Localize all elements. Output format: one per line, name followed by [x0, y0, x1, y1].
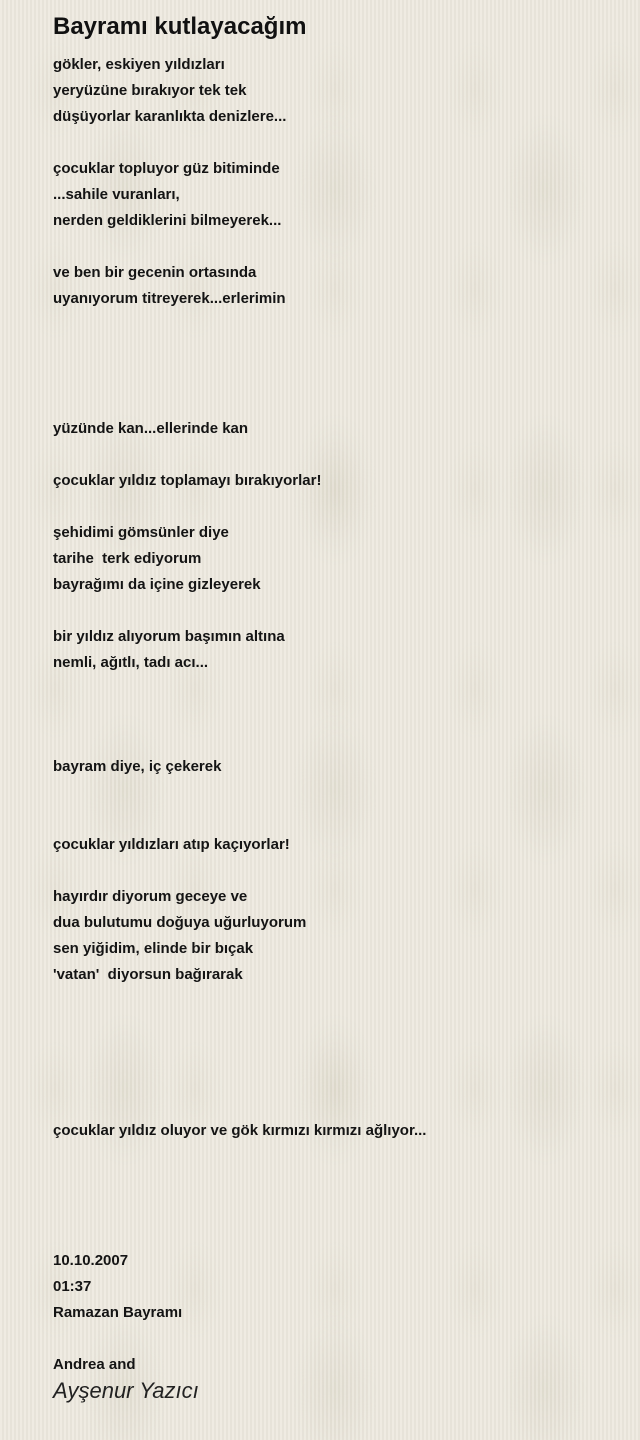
poem-line: ...sahile vuranları,	[53, 186, 180, 203]
blank-line	[53, 312, 613, 338]
blank-line	[53, 1040, 613, 1066]
poem-line: Andrea and	[53, 1356, 136, 1373]
poem-line: şehidimi gömsünler diye	[53, 524, 229, 541]
blank-line	[53, 130, 613, 156]
poem-line: nerden geldiklerini bilmeyerek...	[53, 212, 282, 229]
blank-line	[53, 598, 613, 624]
poem-body	[53, 52, 613, 1378]
blank-line	[53, 1092, 613, 1118]
blank-line	[53, 1196, 613, 1222]
poem-title: Bayramı kutlayacağım	[53, 13, 307, 40]
blank-line	[53, 234, 613, 260]
poem-line: çocuklar yıldız oluyor ve gök kırmızı kırmızı ağlıyor...	[53, 1122, 427, 1139]
poem-line: çocuklar yıldızları atıp kaçıyorlar!	[53, 836, 290, 853]
blank-line	[53, 1222, 613, 1248]
poem-line: 10.10.2007	[53, 1252, 129, 1269]
poem-line: 'vatan' diyorsun bağırarak	[53, 966, 243, 983]
blank-line	[53, 364, 613, 390]
author-signature: Ayşenur Yazıcı	[53, 1378, 199, 1403]
poem-line: yeryüzüne bırakıyor tek tek	[53, 82, 247, 99]
poem-line: Ramazan Bayramı	[53, 1304, 183, 1321]
poem-line: hayırdır diyorum geceye ve	[53, 888, 248, 905]
blank-line	[53, 494, 613, 520]
blank-line	[53, 676, 613, 702]
blank-line	[53, 1014, 613, 1040]
poem-line: ve ben bir gecenin ortasında	[53, 264, 257, 281]
blank-line	[53, 728, 613, 754]
blank-line	[53, 442, 613, 468]
blank-line	[53, 1144, 613, 1170]
poem-line: nemli, ağıtlı, tadı acı...	[53, 654, 209, 671]
poem-line: bayrağımı da içine gizleyerek	[53, 576, 261, 593]
poem-line: tarihe terk ediyorum	[53, 550, 202, 567]
poem-line: sen yiğidim, elinde bir bıçak	[53, 940, 254, 957]
blank-line	[53, 1326, 613, 1352]
blank-line	[53, 858, 613, 884]
blank-line	[53, 1066, 613, 1092]
blank-line	[53, 988, 613, 1014]
blank-line	[53, 338, 613, 364]
poem-line: çocuklar yıldız toplamayı bırakıyorlar!	[53, 472, 322, 489]
poem-line: dua bulutumu doğuya uğurluyorum	[53, 914, 307, 931]
blank-line	[53, 390, 613, 416]
poem-line: yüzünde kan...ellerinde kan	[53, 420, 249, 437]
poem-line: 01:37	[53, 1278, 92, 1295]
poem-line: çocuklar topluyor güz bitiminde	[53, 160, 280, 177]
blank-line	[53, 702, 613, 728]
poem-line: uyanıyorum titreyerek...erlerimin	[53, 290, 286, 307]
poem-line: düşüyorlar karanlıkta denizlere...	[53, 108, 287, 125]
blank-line	[53, 780, 613, 806]
poem-line: bir yıldız alıyorum başımın altına	[53, 628, 285, 645]
poem-line: gökler, eskiyen yıldızları	[53, 56, 225, 73]
poem-line: bayram diye, iç çekerek	[53, 758, 222, 775]
blank-line	[53, 1170, 613, 1196]
blank-line	[53, 806, 613, 832]
